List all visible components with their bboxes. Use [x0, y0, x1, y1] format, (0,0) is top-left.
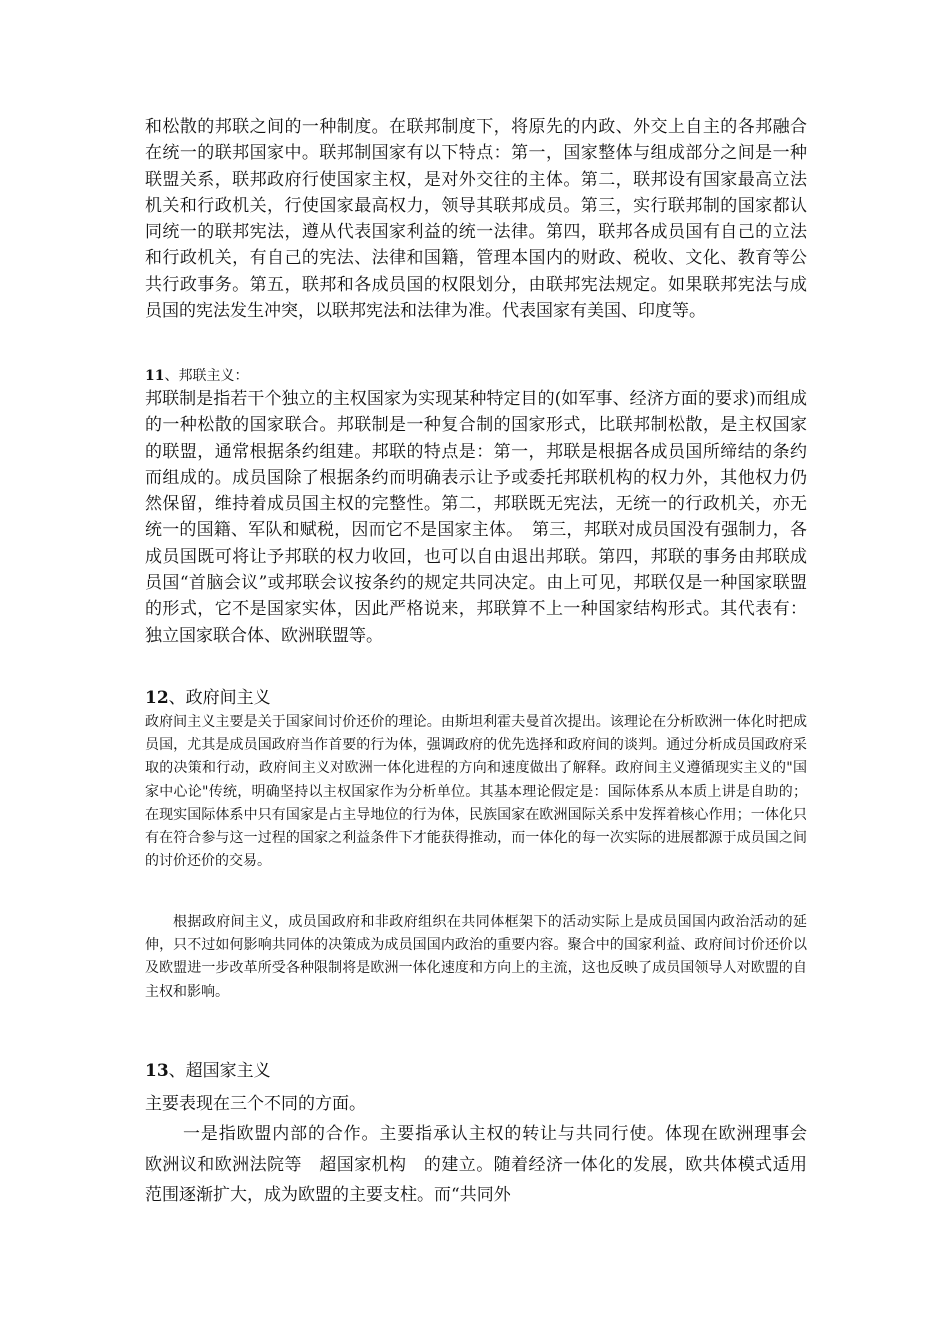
confederation-paragraph: 邦联制是指若干个独立的主权国家为实现某种特定目的(如军事、经济方面的要求)而组成的一种松散的国家联合。邦联制是一种复合制的国家形式，比联邦制松散，是主权国家的联盟，通常根据条约组建。邦联的特点是：第一，邦联是根据各成员国所缔结的条约而组成的。成员国除了根据条约而明确表示让予或委托邦联机构的权力外，其他权力仍然保留，维持着成员国主权的完整性。第二，邦联既无宪法，无统一的行政机关，亦无统一的国籍、军队和赋税，因而它不是国家主体。 第三，邦联对成员国没有强制力，各成员国既可将让予邦联的权力收回，也可以自由退出邦联。第四，邦联的事务由邦联成员国“首脑会议”或邦联会议按条约的规定共同决定。由上可见，邦联仅是一种国家联盟的形式，它不是国家实体，因此严格说来，邦联算不上一种国家结构形式。其代表有：独立国家联合体、欧洲联盟等。 — [145, 389, 807, 646]
section-11-heading — [145, 366, 807, 386]
intergovernmentalism-paragraph-1: 政府间主义主要是关于国家间讨价还价的理论。由斯坦利霍夫曼首次提出。该理论在分析欧洲一体化时把成员国，尤其是成员国政府当作首要的行为体，强调政府的优先选择和政府间的谈判。通过分析成员国政府采取的决策和行动，政府间主义对欧洲一体化进程的方向和速度做出了解释。政府间主义遵循现实主义的"国家中心论"传统，明确坚持以主权国家作为分析单位。其基本理论假定是：国际体系从本质上讲是自助的；在现实国际体系中只有国家是占主导地位的行为体，民族国家在欧洲国际关系中发挥着核心作用；一体化只有在符合参与这一过程的国家之利益条件下才能获得推动，而一体化的每一次实际的进展都源于成员国之间的讨价还价的交易。 — [145, 714, 807, 870]
federalism-paragraph: 和松散的邦联之间的一种制度。在联邦制度下，将原先的内政、外交上自主的各邦融合在统一的联邦国家中。联邦制国家有以下特点：第一，国家整体与组成部分之间是一种联盟关系，联邦政府行使国家主权，是对外交往的主体。第二，联邦设有国家最高立法机关和行政机关，行使国家最高权力，领导其联邦成员。第三，实行联邦制的国家都认同统一的联邦宪法，遵从代表国家利益的统一法律。第四，联邦各成员国有自己的立法和行政机关，有自己的宪法、法律和国籍，管理本国内的财政、税收、文化、教育等公共行政事务。第五，联邦和各成员国的权限划分，由联邦宪法规定。如果联邦宪法与成员国的宪法发生冲突，以联邦宪法和法律为准。代表国家有美国、印度等。 — [145, 117, 807, 322]
section-12-heading — [145, 685, 807, 711]
intergovernmentalism-paragraph-2: 根据政府间主义，成员国政府和非政府组织在共同体框架下的活动实际上是成员国国内政治活动的延伸，只不过如何影响共同体的决策成为成员国国内政治的重要内容。聚合中的国家利益、政府间讨价还价以及欧盟进一步改革所受各种限制将是欧洲一体化速度和方向上的主流，这也反映了成员国领导人对欧盟的自主权和影响。 — [145, 914, 807, 1000]
section-13-heading — [145, 1058, 807, 1084]
section-12-number: 12 — [145, 688, 169, 708]
section-11-number: 11 — [145, 368, 165, 384]
supranationalism-intro: 主要表现在三个不同的方面。 — [145, 1094, 366, 1114]
section-13-number: 13 — [145, 1061, 169, 1081]
section-11-title: 、邦联主义： — [164, 368, 249, 384]
section-12-title: 、政府间主义 — [168, 688, 271, 708]
section-13-title: 、超国家主义 — [168, 1061, 271, 1081]
supranationalism-paragraph: 一是指欧盟内部的合作。主要指承认主权的转让与共同行使。体现在欧洲理事会 欧洲议和欧洲法院等 超国家机构 的建立。随着经济一体化的发展，欧共体模式适用范围逐渐扩大，成为欧盟的主要支柱。而“共同外 — [145, 1124, 824, 1205]
